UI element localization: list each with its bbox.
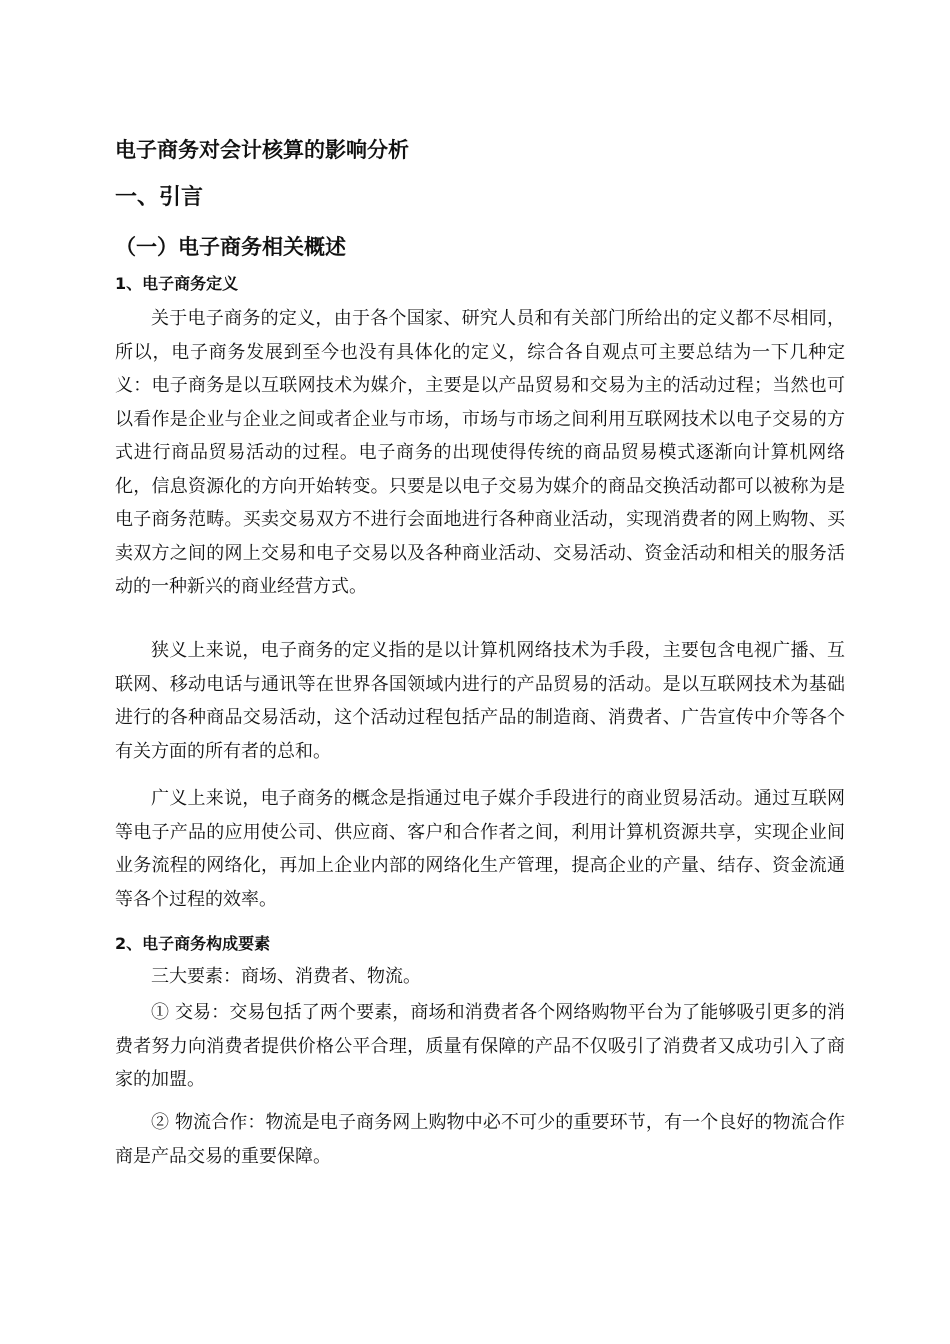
paragraph-three-elements: 三大要素：商场、消费者、物流。	[151, 966, 421, 987]
paragraph-definition: 关于电子商务的定义，由于各个国家、研究人员和有关部门所给出的定义都不尽相同，所以，电子商务发展到至今也没有具体化的定义，综合各自观点可主要总结为一下几种定义：电子商务是以互联网技术为媒介，主要是以产品贸易和交易为主的活动过程；当然也可以看作是企业与企业之间或者企业与市场，市场与市场之间利用互联网技术以电子交易的方式进行商品贸易活动的过程。电子商务的出现使得传统的商品贸易模式逐渐向计算机网络化，信息资源化的方向开始转变。只要是以电子交易为媒介的商品交换活动都可以被称为是电子商务范畴。买卖交易双方不进行会面地进行各种商业活动，实现消费者的网上购物、买卖双方之间的网上交易和电子交易以及各种商业活动、交易活动、资金活动和相关的服务活动的一种新兴的商业经营方式。	[115, 308, 845, 597]
heading-definition: 1、电子商务定义	[115, 274, 239, 293]
paragraph-broad-sense: 广义上来说，电子商务的概念是指通过电子媒介手段进行的商业贸易活动。通过互联网等电子产品的应用使公司、供应商、客户和合作者之间，利用计算机资源共享，实现企业间业务流程的网络化，再加上企业内部的网络化生产管理，提高企业的产量、结存、资金流通等各个过程的效率。	[115, 788, 845, 910]
section-heading-introduction: 一、引言	[115, 185, 204, 210]
document-title: 电子商务对会计核算的影响分析	[115, 138, 409, 162]
heading-components: 2、电子商务构成要素	[115, 934, 271, 953]
subsection-heading-overview: （一）电子商务相关概述	[115, 235, 346, 259]
paragraph-narrow-sense: 狭义上来说，电子商务的定义指的是以计算机网络技术为手段，主要包含电视广播、互联网、移动电话与通讯等在世界各国领域内进行的产品贸易的活动。是以互联网技术为基础进行的各种商品交易活动，这个活动过程包括产品的制造商、消费者、广告宣传中介等各个有关方面的所有者的总和。	[115, 640, 845, 762]
paragraph-logistics: ② 物流合作：物流是电子商务网上购物中必不可少的重要环节，有一个良好的物流合作商是产品交易的重要保障。	[115, 1112, 845, 1167]
paragraph-transaction: ① 交易：交易包括了两个要素，商场和消费者各个网络购物平台为了能够吸引更多的消费者努力向消费者提供价格公平合理，质量有保障的产品不仅吸引了消费者又成功引入了商家的加盟。	[115, 1002, 845, 1090]
